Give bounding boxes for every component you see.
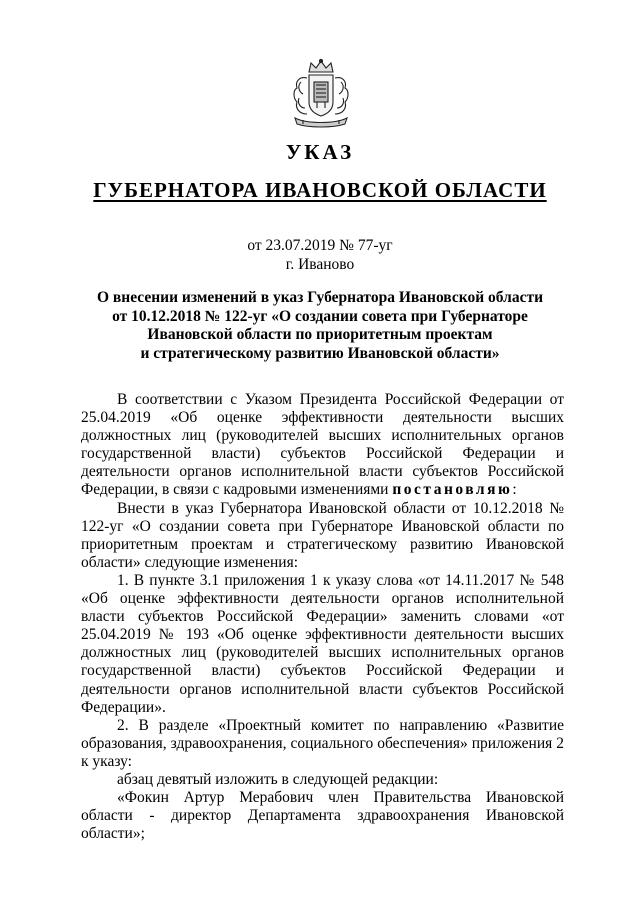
decree-subject (60, 289, 580, 363)
body-paragraph: Внести в указ Губернатора Ивановской области от 10.12.2018 № 122-уг «О создании совета при Губернаторе Ивановской области по приоритетным проектам и стратегическому развитию Ивановской области» следующие изменения: (81, 499, 564, 571)
subject-line: и стратегическому развитию Ивановской области» (140, 344, 500, 362)
body-paragraph: абзац девятый изложить в следующей редакции: (117, 770, 439, 788)
body-paragraph: 1. В пункте 3.1 приложения 1 к указу слова «от 14.11.2017 № 548 «Об оценке эффективности деятельности органов исполнительной власти субъектов Российской Федерации» заменить словами «от 25.04.2019 № 193 «Об оценке эффективности деятельности высших должностных лиц (руководителей высших исполнительных органов государственной власти) субъектов Российской Федерации и деятельности органов исполнительной власти субъектов Российской Федерации». (81, 571, 564, 716)
decree-body (81, 391, 564, 843)
document-title: УКАЗ (285, 140, 355, 164)
body-paragraph: «Фокин Артур Мерабович член Правительства Ивановской области - директор Департамента здравоохранения Ивановской области»; (81, 789, 564, 843)
decree-date-number: от 23.07.2019 № 77-уг (247, 237, 393, 254)
issuer-title (0, 178, 640, 203)
decree-keyword: постановляю (392, 481, 513, 499)
decree-city: г. Иваново (285, 256, 355, 273)
subject-line: Ивановской области по приоритетным проектам (147, 326, 493, 343)
preamble-text: В соответствии с Указом Президента Российской Федерации от 25.04.2019 «Об оценке эффективности деятельности высших должностных лиц (руководителей высших исполнительных органов государственной власти) субъектов Российской Федерации и деятельности органов исполнительной власти субъектов Российской Федерации, в связи с кадровыми изменениями (81, 391, 564, 499)
preamble-paragraph (81, 391, 564, 500)
preamble-colon: : (512, 481, 517, 499)
subject-line: О внесении изменений в указ Губернатора Ивановской области (96, 289, 544, 306)
subject-line: от 10.12.2018 № 122-уг «О создании совета при Губернаторе (112, 307, 528, 325)
coat-of-arms-ivanovo-icon (287, 58, 355, 128)
issuer-title-text: ГУБЕРНАТОРА ИВАНОВСКОЙ ОБЛАСТИ (93, 178, 547, 202)
body-paragraph: 2. В разделе «Проектный комитет по направлению «Развитие образования, здравоохранения, социального обеспечения» приложения 2 к указу: (81, 716, 564, 770)
